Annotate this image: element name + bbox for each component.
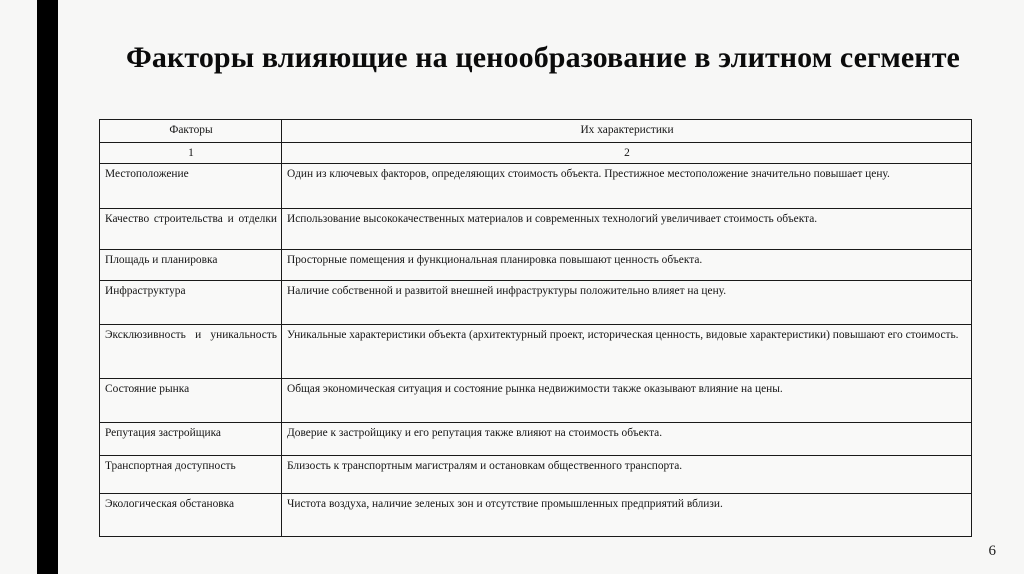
column-number-2: 2	[282, 143, 972, 164]
table-row	[100, 379, 972, 423]
table-header-characteristics: Их характеристики	[282, 120, 972, 143]
table-row	[100, 250, 972, 281]
table-header-row	[100, 120, 972, 143]
table-row	[100, 456, 972, 494]
table-column-number-row	[100, 143, 972, 164]
factor-name: Площадь и планировка	[100, 250, 282, 281]
table-row	[100, 209, 972, 250]
column-number-1: 1	[100, 143, 282, 164]
factor-description: Доверие к застройщику и его репутация также влияют на стоимость объекта.	[282, 423, 972, 456]
factor-description: Уникальные характеристики объекта (архитектурный проект, историческая ценность, видовые характеристики) повышают его стоимость.	[282, 325, 972, 379]
factor-name: Состояние рынка	[100, 379, 282, 423]
factor-name: Эксклюзивность и уникальность	[100, 325, 282, 379]
factor-description: Один из ключевых факторов, определяющих стоимость объекта. Престижное местоположение значительно повышает цену.	[282, 164, 972, 209]
factor-name: Репутация застройщика	[100, 423, 282, 456]
factor-description: Близость к транспортным магистралям и остановкам общественного транспорта.	[282, 456, 972, 494]
factor-name: Транспортная доступность	[100, 456, 282, 494]
table-row	[100, 494, 972, 537]
table-row	[100, 325, 972, 379]
factor-name: Инфраструктура	[100, 281, 282, 325]
factor-name: Экологическая обстановка	[100, 494, 282, 537]
page-number: 6	[988, 543, 996, 559]
table-header-factors: Факторы	[100, 120, 282, 143]
factor-description: Просторные помещения и функциональная планировка повышают ценность объекта.	[282, 250, 972, 281]
factor-description: Наличие собственной и развитой внешней инфраструктуры положительно влияет на цену.	[282, 281, 972, 325]
factor-name: Качество строительства и отделки	[100, 209, 282, 250]
table-row	[100, 423, 972, 456]
factors-table-container	[99, 119, 971, 537]
factor-description: Общая экономическая ситуация и состояние рынка недвижимости также оказывают влияние на цены.	[282, 379, 972, 423]
factor-description: Чистота воздуха, наличие зеленых зон и отсутствие промышленных предприятий вблизи.	[282, 494, 972, 537]
page-title: Факторы влияющие на ценообразование в элитном сегменте	[126, 41, 960, 75]
slide-content	[58, 0, 1024, 574]
table-row	[100, 281, 972, 325]
left-accent-bar	[37, 0, 58, 574]
factors-table	[99, 119, 972, 537]
factor-description: Использование высококачественных материалов и современных технологий увеличивает стоимость объекта.	[282, 209, 972, 250]
table-row	[100, 164, 972, 209]
factor-name: Местоположение	[100, 164, 282, 209]
